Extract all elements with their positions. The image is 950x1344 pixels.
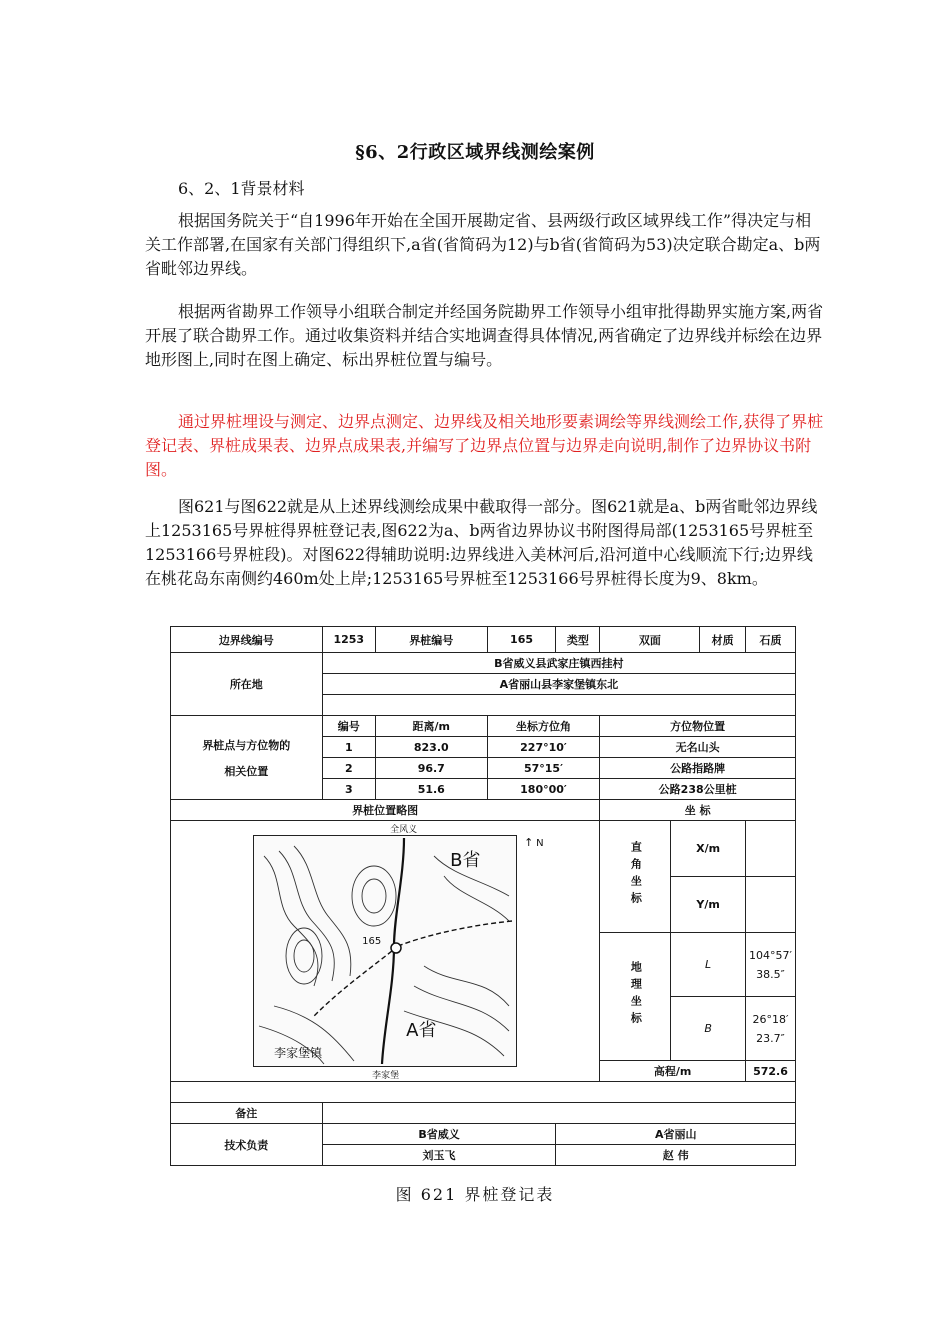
map-label-b: B省	[450, 850, 481, 871]
map-label-top-road: 全风义	[390, 825, 418, 835]
rect-coord-text: 直角坐标	[629, 841, 643, 909]
boundary-stake-register-table	[170, 626, 796, 1162]
section-subtitle: 6、2、1背景材料	[178, 179, 305, 198]
y-value	[745, 877, 795, 933]
contour-ring	[352, 866, 396, 926]
tech-a: A省丽山	[556, 1124, 796, 1145]
boundary-line	[398, 921, 512, 946]
b-label: B	[671, 997, 746, 1061]
elevation-value: 572.6	[745, 1061, 795, 1082]
b-value-line2: 23.7″	[756, 1031, 785, 1045]
remark-value	[322, 1103, 795, 1124]
type-value: 双面	[600, 627, 700, 653]
person-a: 赵 伟	[556, 1145, 796, 1166]
boundary-line	[314, 946, 398, 1016]
location-label: 所在地	[171, 653, 323, 716]
elevation-label: 高程/m	[600, 1061, 746, 1082]
table-row	[171, 653, 796, 674]
table-row	[171, 1124, 796, 1145]
table-row	[171, 1103, 796, 1124]
x-label: X/m	[671, 821, 746, 877]
contour-ring	[362, 879, 386, 913]
material-value: 石质	[745, 627, 795, 653]
location-a: A省丽山县李家堡镇东北	[322, 674, 795, 695]
empty-cell	[322, 695, 795, 716]
contour-line	[444, 876, 509, 921]
table-row	[171, 716, 796, 737]
tech-b: B省威义	[322, 1124, 556, 1145]
stake-no-label: 界桩编号	[375, 627, 487, 653]
rel-cell: 无名山头	[600, 737, 796, 758]
person-b: 刘玉飞	[322, 1145, 556, 1166]
table-row	[171, 627, 796, 653]
coord-label: 坐 标	[600, 800, 796, 821]
boundary-line-no-value: 1253	[322, 627, 375, 653]
l-value-line1: 104°57′	[748, 948, 792, 962]
contour-line	[424, 966, 509, 1006]
page-title: §6、2行政区域界线测绘案例	[355, 142, 595, 163]
remark-label: 备注	[171, 1103, 323, 1124]
rect-coord-label	[600, 821, 671, 933]
rel-header-azimuth: 坐标方位角	[487, 716, 600, 737]
relative-position-label-line1: 界桩点与方位物的	[202, 738, 291, 752]
rel-cell: 180°00′	[487, 779, 600, 800]
l-value-line2: 38.5″	[756, 967, 785, 981]
sketch-cell	[171, 821, 600, 1082]
rel-header-no: 编号	[322, 716, 375, 737]
table-row	[171, 800, 796, 821]
rel-cell: 227°10′	[487, 737, 600, 758]
map-label-town: 李家堡镇	[274, 1046, 323, 1060]
contour-line	[264, 856, 318, 986]
rel-cell: 96.7	[375, 758, 487, 779]
paragraph-4: 图621与图622就是从上述界线测绘成果中截取得一部分。图621就是a、b两省毗邻边界线上1253165号界桩得界桩登记表,图622为a、b两省边界协议书附图得局部(1253165号界桩至1253166号界桩段)。对图622得辅助说明:边界线进入美林河后,沿河道中心线顺流下行;边界线在桃花岛东南侧约460m处上岸;1253165号界桩至1253166号界桩得长度为9、8km。	[145, 497, 818, 588]
rel-cell: 1	[322, 737, 375, 758]
rel-header-object: 方位物位置	[600, 716, 796, 737]
rel-cell: 2	[322, 758, 375, 779]
empty-cell	[171, 1082, 796, 1103]
geo-coord-label	[600, 933, 671, 1061]
rel-cell: 57°15′	[487, 758, 600, 779]
map-label-stake: 165	[362, 936, 382, 947]
paragraph-1: 根据国务院关于“自1996年开始在全国开展勘定省、县两级行政区域界线工作”得决定与相关工作部署,在国家有关部门得组织下,a省(省简码为12)与b省(省简码为53)决定联合勘定a、b两省毗邻边界线。	[145, 211, 821, 278]
material-label: 材质	[700, 627, 745, 653]
location-b: B省威义县武家庄镇西挂村	[322, 653, 795, 674]
rel-cell: 公路指路牌	[600, 758, 796, 779]
contour-line	[279, 851, 334, 981]
paragraph-3-highlight: 通过界桩埋设与测定、边界点测定、边界线及相关地形要素调绘等界线测绘工作,获得了界桩登记表、界桩成果表、边界点成果表,并编写了边界点位置与边界走向说明,制作了边界协议书附图。	[145, 412, 824, 479]
x-value	[745, 821, 795, 877]
relative-position-label-line2: 相关位置	[224, 764, 269, 778]
boundary-line-no-label: 边界线编号	[171, 627, 323, 653]
type-label: 类型	[556, 627, 600, 653]
map-label-bottom-road: 李家堡	[372, 1071, 400, 1081]
rel-cell: 公路238公里桩	[600, 779, 796, 800]
b-value	[745, 997, 795, 1061]
table-row	[171, 821, 796, 877]
rel-cell: 3	[322, 779, 375, 800]
paragraph-2: 根据两省勘界工作领导小组联合制定并经国务院勘界工作领导小组审批得勘界实施方案,两省开展了联合勘界工作。通过收集资料并结合实地调查得具体情况,两省确定了边界线并标绘在边界地形图上,同时在图上确定、标出界桩位置与编号。	[145, 302, 824, 369]
north-arrow-icon: ↑	[524, 836, 534, 849]
table-row	[171, 1082, 796, 1103]
l-label: L	[671, 933, 746, 997]
tech-label: 技术负责	[171, 1124, 323, 1166]
figure-caption: 图 621 界桩登记表	[395, 1185, 555, 1204]
b-value-line1: 26°18′	[752, 1012, 789, 1026]
relative-position-label	[171, 716, 323, 800]
rel-cell: 51.6	[375, 779, 487, 800]
sketch-label: 界桩位置略图	[171, 800, 600, 821]
contour-ring	[294, 940, 314, 972]
north-label: N	[536, 838, 544, 849]
rel-cell: 823.0	[375, 737, 487, 758]
rel-header-distance: 距离/m	[375, 716, 487, 737]
l-value	[745, 933, 795, 997]
stake-marker	[391, 943, 401, 953]
stake-no-value: 165	[487, 627, 556, 653]
stake-location-sketch-map	[253, 825, 544, 1081]
y-label: Y/m	[671, 877, 746, 933]
map-label-a: A省	[406, 1020, 437, 1041]
geo-coord-text: 地理坐标	[629, 961, 643, 1029]
